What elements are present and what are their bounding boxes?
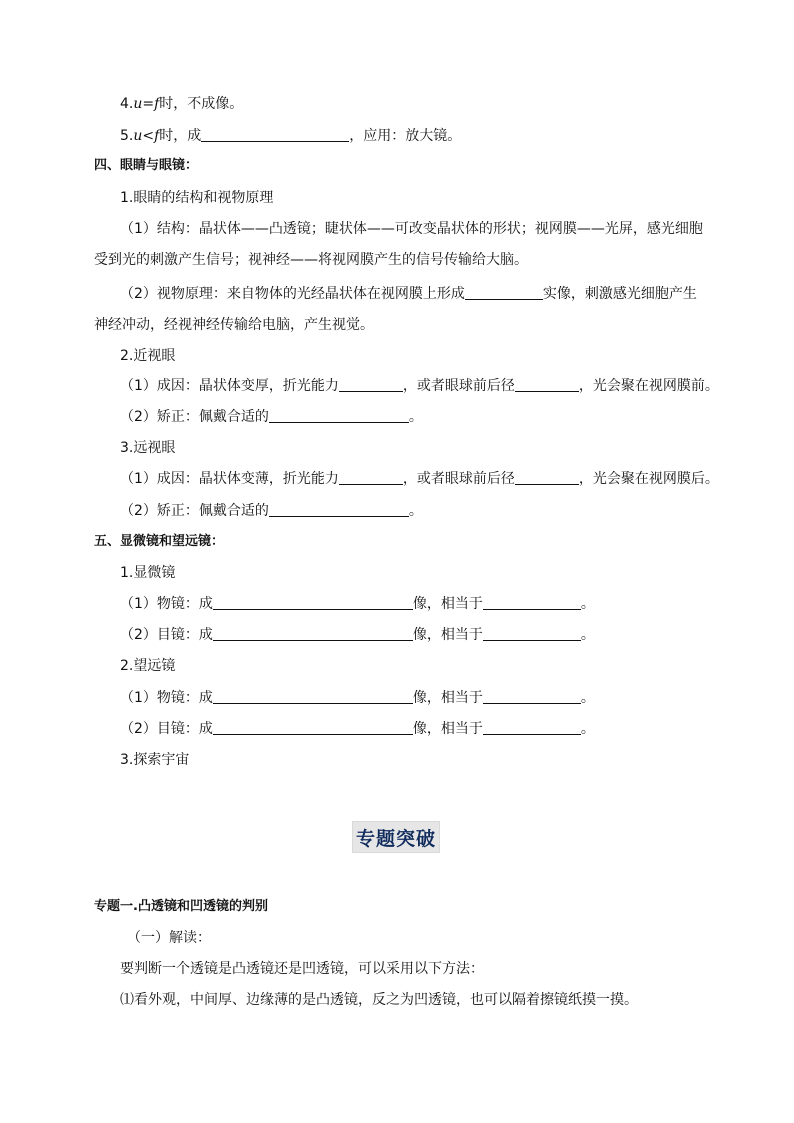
text: 。 (408, 503, 423, 519)
text: 。 (580, 721, 595, 737)
item-4 (120, 94, 243, 114)
fill-blank[interactable] (269, 408, 409, 423)
text: 像，相当于 (412, 627, 483, 643)
telescope-eyepiece (120, 719, 595, 739)
item-text: 时，不成像。 (159, 96, 244, 112)
text: （2）目镜：成 (120, 721, 213, 737)
part-label: （一）解读： (127, 930, 211, 946)
fill-blank[interactable] (465, 285, 543, 300)
item-text: ，应用：放大镜。 (349, 128, 462, 144)
text: （1）物镜：成 (120, 596, 213, 612)
text: ，或者眼球前后径 (402, 471, 515, 487)
item-5 (120, 126, 461, 146)
item-number: 5. (120, 128, 134, 144)
hyperopia-cause (120, 469, 719, 489)
text: 。 (580, 596, 595, 612)
text: （2）视物原理：来自物体的光经晶状体在视网膜上形成 (120, 286, 465, 302)
text: ，光会聚在视网膜后。 (578, 471, 719, 487)
section-5-heading: 五、显微镜和望远镜： (94, 534, 225, 549)
text: 像，相当于 (412, 596, 483, 612)
fill-blank[interactable] (213, 689, 413, 704)
structure-line-2: 受到光的刺激产生信号；视神经——将视网膜产生的信号传输给大脑。 (94, 252, 528, 268)
fill-blank[interactable] (339, 470, 403, 485)
fill-blank[interactable] (483, 626, 581, 641)
fill-blank[interactable] (201, 127, 349, 142)
telescope-objective (120, 688, 595, 708)
topic-1-heading: 专题一.凸透镜和凹透镜的判别 (94, 899, 268, 914)
fill-blank[interactable] (515, 377, 579, 392)
text: （1）物镜：成 (120, 690, 213, 706)
text: ，光会聚在视网膜前。 (578, 378, 719, 394)
fill-blank[interactable] (339, 377, 403, 392)
fill-blank[interactable] (483, 689, 581, 704)
text: 。 (408, 409, 423, 425)
microscope-objective (120, 594, 595, 614)
text: （1）成因：晶状体变薄，折光能力 (120, 471, 339, 487)
fill-blank[interactable] (483, 595, 581, 610)
fill-blank[interactable] (213, 720, 413, 735)
subsection-title: 2.近视眼 (120, 348, 176, 364)
item-text: 时，成 (159, 128, 202, 144)
myopia-fix (120, 407, 423, 427)
text: 实像，刺激感光细胞产生 (542, 286, 697, 302)
intro-text: 要判断一个透镜是凸透镜还是凹透镜，可以采用以下方法： (120, 961, 484, 977)
text: （2）目镜：成 (120, 627, 213, 643)
fill-blank[interactable] (483, 720, 581, 735)
text: （2）矫正：佩戴合适的 (120, 503, 269, 519)
banner-title: 专题突破 (355, 827, 436, 850)
fill-blank[interactable] (269, 502, 409, 517)
text: （1）成因：晶状体变厚，折光能力 (120, 378, 339, 394)
microscope-eyepiece (120, 625, 595, 645)
fill-blank[interactable] (515, 470, 579, 485)
subsection-title: 1.眼睛的结构和视物原理 (120, 190, 274, 206)
principle-line-1 (120, 284, 697, 304)
subsection-title: 3.远视眼 (120, 440, 176, 456)
subsection-title: 3.探索宇宙 (120, 752, 190, 768)
topic-banner (352, 821, 440, 853)
section-4-heading: 四、眼睛与眼镜： (94, 158, 199, 173)
text: 。 (580, 627, 595, 643)
text: 像，相当于 (412, 690, 483, 706)
subsection-title: 1.显微镜 (120, 565, 176, 581)
method-1: ⑴看外观，中间厚、边缘薄的是凸透镜，反之为凹透镜，也可以隔着擦镜纸摸一摸。 (120, 992, 638, 1008)
subsection-title: 2.望远镜 (120, 658, 176, 674)
structure-line-1: （1）结构：晶状体——凸透镜；睫状体——可改变晶状体的形状；视网膜——光屏，感光细胞 (120, 221, 703, 237)
text: 像，相当于 (412, 721, 483, 737)
formula: u=f (133, 96, 160, 112)
text: 。 (580, 690, 595, 706)
hyperopia-fix (120, 501, 423, 521)
formula: u<f (133, 128, 160, 144)
text: ，或者眼球前后径 (402, 378, 515, 394)
fill-blank[interactable] (213, 626, 413, 641)
principle-line-2: 神经冲动，经视神经传输给电脑，产生视觉。 (94, 317, 374, 333)
fill-blank[interactable] (213, 595, 413, 610)
text: （2）矫正：佩戴合适的 (120, 409, 269, 425)
item-number: 4. (120, 96, 134, 112)
myopia-cause (120, 376, 719, 396)
